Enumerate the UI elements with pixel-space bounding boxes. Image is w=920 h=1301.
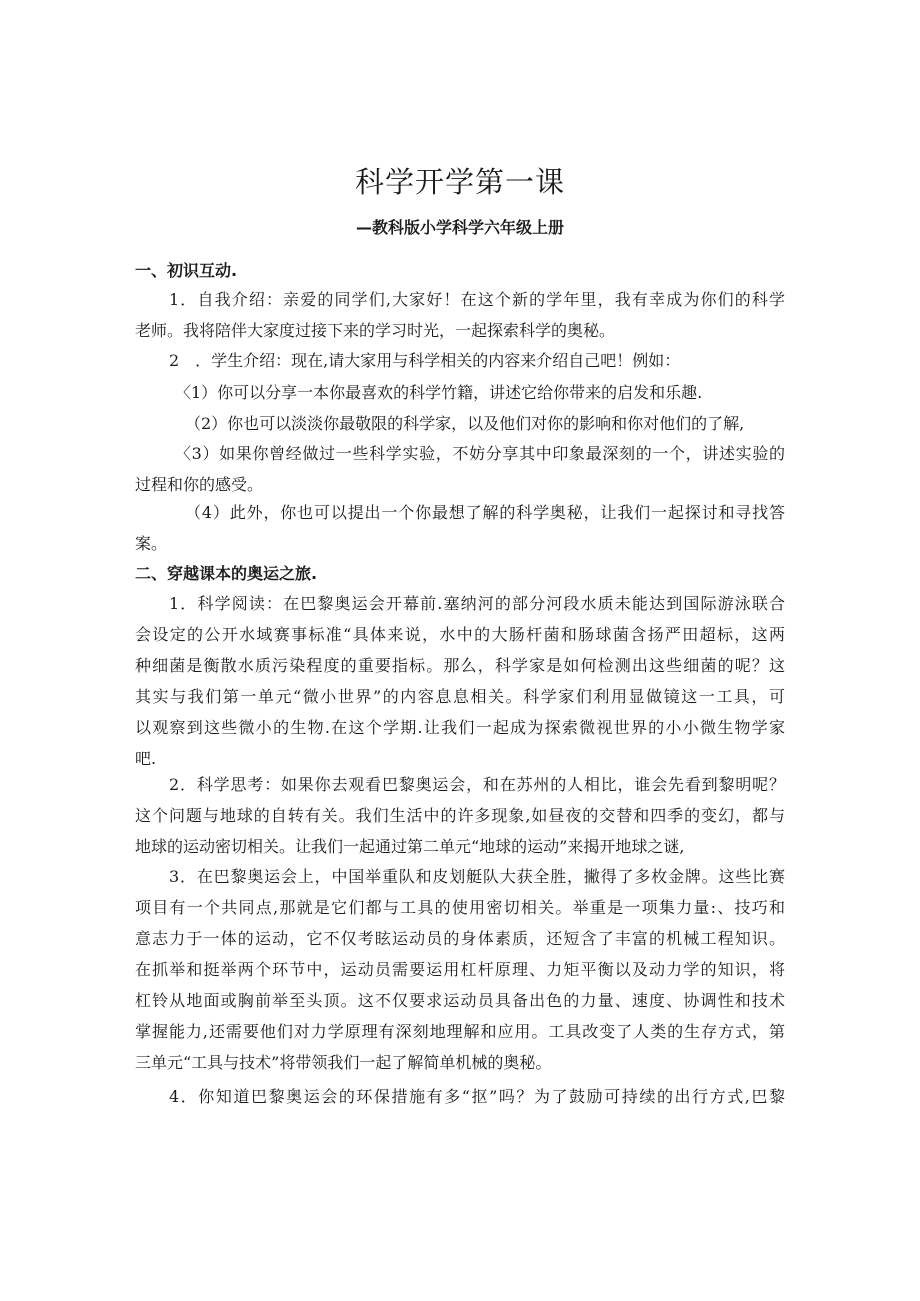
text-line: 案。 — [135, 534, 168, 553]
page-title: 科学开学第一课 — [354, 165, 565, 199]
paragraph-item-4 — [135, 497, 785, 559]
text-line: 4．你知道巴黎奥运会的环保措施有多“抠”吗？为了鼓励可持续的出行方式,巴黎 — [169, 1087, 785, 1106]
text-line: 2 ．学生介绍：现在,请大家用与科学相关的内容来介绍自己吧！例如： — [169, 351, 681, 370]
text-line: 1．自我介绍：亲爱的同学们,大家好！在这个新的学年里，我有幸成为你们的科学 — [169, 290, 785, 309]
paragraph-science-reading — [135, 588, 785, 774]
text-line: 过程和你的感受。 — [135, 475, 264, 494]
paragraph-science-thinking — [135, 769, 785, 862]
text-line: 种细菌是衡散水质污染程度的重要指标。那么，科学家是如何检测出这些细菌的呢？这 — [135, 656, 785, 675]
text-line: 地球的运动密切相关。让我们一起通过第二单元“地球的运动”来揭开地球之谜, — [135, 837, 685, 856]
text-line: 三单元“工具与技术”将带领我们一起了解简单机械的奥秘。 — [135, 1053, 552, 1072]
text-line: 老师。我将陪伴大家度过接下来的学习时光，一起探索科学的奥秘。 — [135, 321, 616, 340]
paragraph-item-1 — [135, 377, 785, 408]
text-line: 〈1）你可以分享一本你最喜欢的科学竹籍，讲述它给你带来的启发和乐趣. — [175, 383, 703, 402]
text-line: 在抓举和挺举两个环节中，运动员需要运用杠杆原理、力矩平衡以及动力学的知识，将 — [135, 960, 785, 979]
paragraph-eco-measures — [135, 1081, 785, 1112]
paragraph-self-intro — [135, 284, 785, 346]
text-line: 1．科学阅读：在巴黎奥运会开幕前.塞纳河的部分河段水质未能达到国际游泳联合 — [169, 594, 785, 613]
text-line: 意志力于一体的运动，它不仅考眩运动员的身体素质，还短含了丰富的机械工程知识。 — [135, 929, 785, 948]
paragraph-student-intro — [135, 345, 785, 376]
text-line: 这个问题与地球的自转有关。我们生活中的许多现象,如昼夜的交替和四季的变幻，都与 — [135, 806, 785, 825]
text-line: 其实与我们第一单元“微小世界”的内容息息相关。科学家们利用显做镜这一工具，可 — [135, 687, 785, 706]
text-line: 以观察到这些微小的生物.在这个学期.让我们一起成为探索微视世界的小小微生物学家 — [135, 718, 785, 737]
text-line: 掌握能力,还需要他们对力学原理有深刻地理解和应用。工具改变了人类的生存方式，第 — [135, 1022, 785, 1041]
text-line: （4）此外，你也可以提出一个你最想了解的科学奥秘，让我们一起探讨和寻找答 — [185, 503, 785, 522]
paragraph-olympic-tools — [135, 861, 785, 1078]
text-line: 3．在巴黎奥运会上，中国举重队和皮划艇队大获全胜，撇得了多枚金牌。这些比赛 — [169, 867, 785, 886]
text-line: （2）你也可以淡淡你最敬限的科学家，以及他们对你的影响和你对他们的了解, — [185, 414, 745, 433]
paragraph-item-3 — [135, 438, 785, 500]
text-line: 2．科学思考：如果你去观看巴黎奥运会，和在苏州的人相比，谁会先看到黎明呢？ — [169, 775, 785, 794]
text-line: 项目有一个共同点,那就是它们都与工具的使用密切相关。举重是一项集力量:、技巧和 — [135, 898, 785, 917]
section-heading-2: 二、穿越课本的奥运之旅. — [135, 564, 318, 583]
page-subtitle: —教科版小学科学六年级上册 — [355, 218, 564, 237]
text-line: 〈3）如果你曾经做过一些科学实验，不妨分享其中印象最深刻的一个，讲述实验的 — [175, 444, 785, 463]
paragraph-item-2 — [135, 408, 785, 439]
text-line: 吧. — [135, 749, 157, 768]
section-heading-1: 一、初识互动. — [135, 261, 238, 280]
text-line: 杠铃从地面或胸前举至头顶。这不仅要求运动员具备出色的力量、速度、协调性和技术 — [135, 991, 785, 1010]
text-line: 会设定的公开水域赛事标准“具体来说，水中的大肠杆菌和肠球菌含扬严田超标，这两 — [135, 625, 785, 644]
